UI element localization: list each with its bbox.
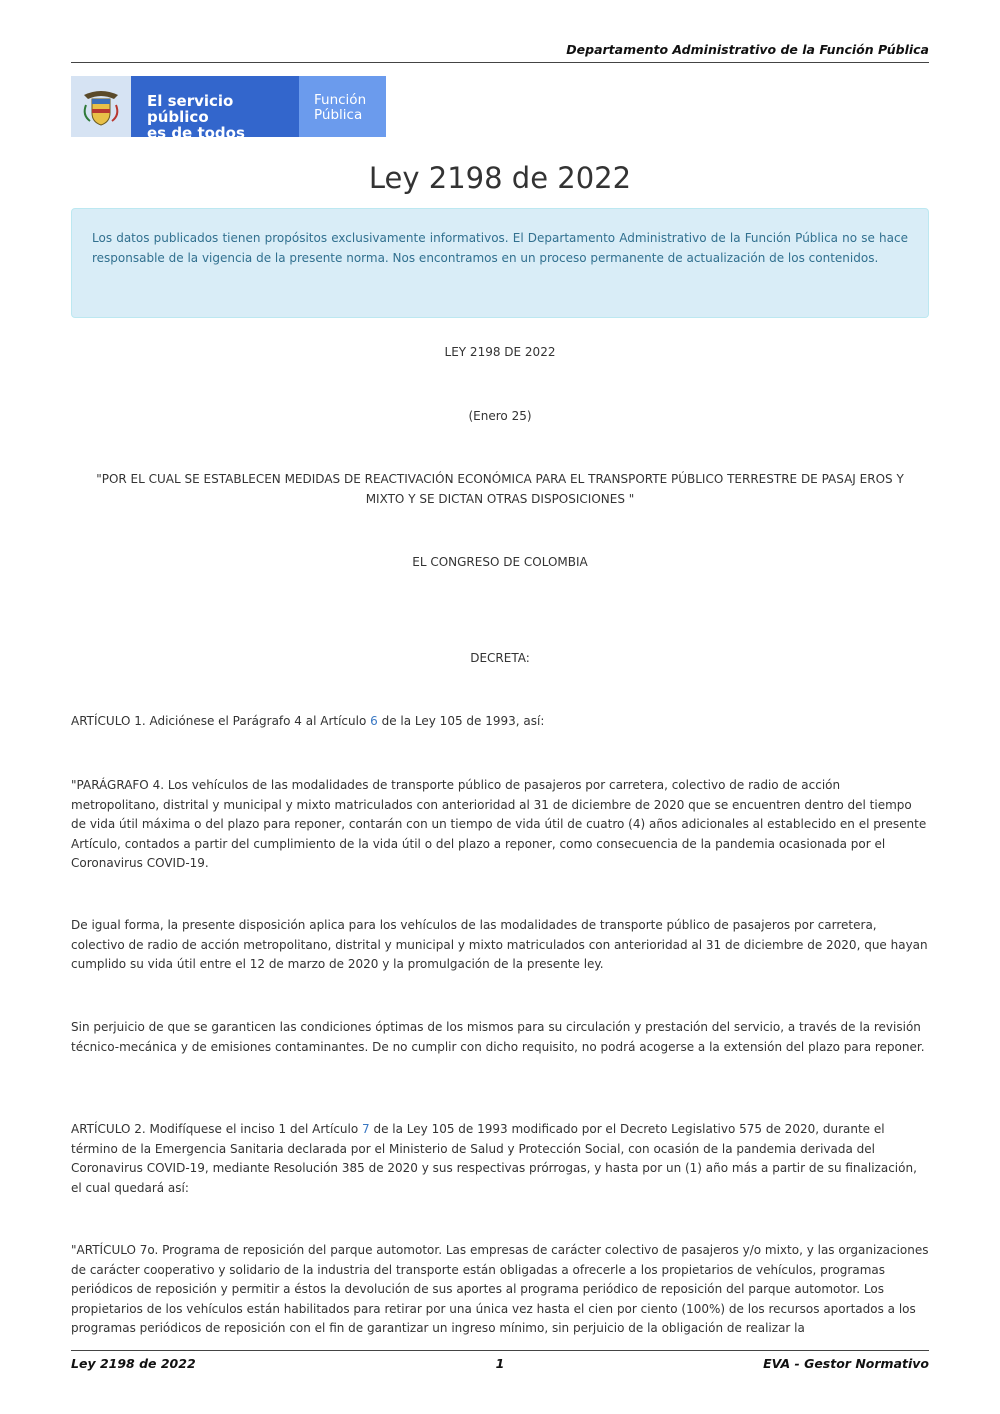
paragraph-igual-forma: De igual forma, la presente disposición aplica para los vehículos de las modalidades de transporte público de pasajeros por carretera, colectivo de radio de acción metropolitano, distrital y municipal y mixto matriculados con anterioridad al 31 de diciembre de 2020, que hayan cumplido su vida útil entre el 12 de marzo de 2020 y la promulgación de la presente ley. [71, 918, 928, 971]
brand-funcion-publica [299, 76, 386, 137]
page-footer [71, 1350, 929, 1371]
page-number: 1 [495, 1356, 505, 1371]
footer-system-name: EVA - Gestor Normativo [763, 1356, 929, 1371]
slogan [131, 76, 299, 142]
page-header [71, 42, 929, 63]
law-issuer: EL CONGRESO DE COLOMBIA [412, 555, 588, 569]
brand-line-1: Función [314, 92, 367, 108]
law-subject: "POR EL CUAL SE ESTABLECEN MEDIDAS DE REACTIVACIÓN ECONÓMICA PARA EL TRANSPORTE PÚBLICO TERRESTRE DE PASAJ EROS Y MIXTO Y SE DICTAN OTRAS DISPOSICIONES " [96, 472, 904, 506]
article-2-text-b: de la Ley 105 de 1993 modificado por el Decreto Legislativo 575 de 2020, durante el término de la Emergencia Sanitaria declarada por el Ministerio de Salud y Protección Social, con ocasión de la pandemia derivada del Coronavirus COVID-19, mediante Resolución 385 de 2020 y sus respectivas prórrogas, y hasta por un (1) año más a partir de su finalización, el cual quedará así: [71, 1122, 917, 1195]
article-2-text-a: ARTÍCULO 2. Modifíquese el inciso 1 del Artículo [71, 1122, 363, 1136]
article-1 [71, 712, 929, 732]
article-6-link[interactable]: 6 [370, 714, 378, 728]
article-1-text-b: de la Ley 105 de 1993, así: [377, 714, 545, 728]
page-title: Ley 2198 de 2022 [368, 161, 632, 195]
government-logo [71, 76, 386, 142]
slogan-line-1: El servicio público [147, 92, 234, 126]
paragraph-4: "PARÁGRAFO 4. Los vehículos de las modalidades de transporte público de pasajeros por carretera, colectivo de radio de acción metropolitano, distrital y municipal y mixto matriculados con anterioridad al 31 de diciembre de 2020 que se encuentren dentro del tiempo de vida útil máxima o del plazo para reponer, contarán con un tiempo de vida útil de cuatro (4) años adicionales al establecido en el presente Artículo, contados a partir del cumplimiento de la vida útil o del plazo a reponer, como consecuencia de la pandemia ocasionada por el Coronavirus COVID-19. [71, 778, 927, 870]
article-7o: "ARTÍCULO 7o. Programa de reposición del parque automotor. Las empresas de carácter colectivo de pasajeros y/o mixto, y las organizaciones de carácter cooperativo y solidario de la industria del transporte están obligadas a ofrecerle a los propietarios de vehículos, programas periódicos de reposición y permitir a éstos la devolución de sus aportes al programa periódico de reposición del parque automotor. Los propietarios de los vehículos están habilitados para retirar por una única vez hasta el cien por ciento (100%) de los recursos aportados a los programas periódicos de reposición con el fin de garantizar un ingreso mínimo, sin perjuicio de la obligación de realizar la [71, 1243, 929, 1335]
article-1-text-a: ARTÍCULO 1. Adiciónese el Parágrafo 4 al Artículo [71, 714, 371, 728]
decree-heading: DECRETA: [470, 651, 530, 665]
footer-law-name: Ley 2198 de 2022 [71, 1356, 196, 1371]
brand-line-2: Pública [314, 107, 363, 123]
slogan-line-2: es de todos [147, 124, 245, 142]
law-date: (Enero 25) [468, 409, 532, 423]
article-2 [71, 1120, 929, 1198]
paragraph-sin-perjuicio: Sin perjuicio de que se garanticen las condiciones óptimas de los mismos para su circulación y prestación del servicio, a través de la revisión técnico-mecánica y de emisiones contaminantes. De no cumplir con dicho requisito, no podrá acogerse a la extensión del plazo para reponer. [71, 1020, 925, 1054]
law-name: LEY 2198 DE 2022 [444, 345, 556, 359]
department-name: Departamento Administrativo de la Función Pública [566, 42, 929, 57]
coat-of-arms-icon [71, 76, 131, 137]
info-notice: Los datos publicados tienen propósitos exclusivamente informativos. El Departamento Administrativo de la Función Pública no se hace responsable de la vigencia de la presente norma. Nos encontramos en un proceso permanente de actualización de los contenidos. [71, 208, 929, 318]
article-7-link[interactable]: 7 [362, 1122, 370, 1136]
